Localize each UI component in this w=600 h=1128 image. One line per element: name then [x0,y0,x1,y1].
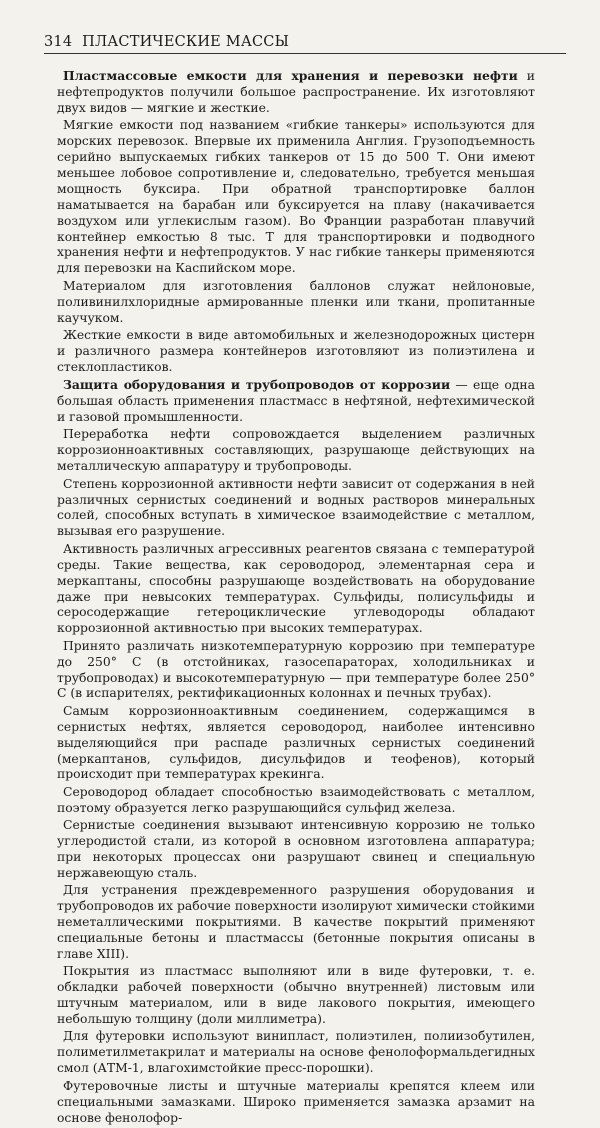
paragraph: Степень коррозионной активности нефти зависит от содержания в ней различных сернистых соединений и водных растворов минеральных солей, способных вступать в химическое взаимодействие с металлом, вызывая его разрушение. [57,476,535,539]
paragraph: Самым коррозионноактивным соединением, содержащимся в сернистых нефтях, является сероводород, наиболее интенсивно выделяющийся при распаде различных сернистых соединений (меркаптанов, сульфидов, дисульфидов и теофенов), который происходит при температурах крекинга. [57,703,535,782]
paragraph: Для устранения преждевременного разрушения оборудования и трубопроводов их рабочие поверхности изолируют химически стойкими неметаллическими покрытиями. В качестве покрытий применяют специальные бетоны и пластмассы (бетонные покрытия описаны в главе XIII). [57,883,535,961]
paragraph: Мягкие емкости под названием «гибкие танкеры» используются для морских перевозок. Впервые их применила Англия. Грузоподъемность серийно выпускаемых гибких танкеров от 15 до 500 Т. Они имеют меньшее лобовое сопротивление и, следовательно, требуется меньшая мощность буксира. При обратной транспортировке баллон наматывается на барабан или буксируется на плаву (накачивается воздухом или углекислым газом). Во Франции разработан плавучий контейнер емкостью 8 тыс. Т для транспортировки и подводного хранения нефти и нефтепродуктов. У нас гибкие танкеры применяются для перевозки на Каспийском море. [57,118,535,276]
page-number: 314 [44,34,73,50]
paragraph: Для футеровки используют винипласт, полиэтилен, полиизобутилен, полиметилметакрилат и материалы на основе фенолоформальдегидных смол (АТМ-1, влагохимстойкие пресс-порошки). [57,1029,535,1076]
paragraph: Жесткие емкости в виде автомобильных и железнодорожных цистерн и различного размера контейнеров изготовляют из полиэтилена и стеклопластиков. [57,328,535,374]
running-header [44,34,289,50]
paragraph: Материалом для изготовления баллонов служат нейлоновые, поливинилхлоридные армированные пленки или ткани, пропитанные каучуком. [57,278,535,325]
section-lead: Защита оборудования и трубопроводов от коррозии [63,377,451,393]
paragraph: Футеровочные листы и штучные материалы крепятся клеем или специальными замазками. Широко применяется замазка арзамит на основе фенолофор- [57,1078,535,1125]
section-lead: Пластмассовые емкости для хранения и перевозки нефти [63,68,518,83]
paragraph: Защита оборудования и трубопроводов от коррозии — еще одна большая область применения пластмасс в нефтяной, нефтехимической и газовой промышленности. [57,377,535,425]
body-text [57,68,535,1128]
paragraph: Переработка нефти сопровождается выделением различных коррозионноактивных составляющих, разрушающе действующих на металлическую аппаратуру и трубопроводы. [57,427,535,474]
paragraph: Принято различать низкотемпературную коррозию при температуре до 250° С (в отстойниках, газосепараторах, холодильниках и трубопроводах) и высокотемпературную — при температуре более 250° С (в испарителях, ректификационных колоннах и печных трубах). [57,638,535,701]
paragraph: Сероводород обладает способностью взаимодействовать с металлом, поэтому образуется легко разрушающийся сульфид железа. [57,784,535,815]
running-title: ПЛАСТИЧЕСКИЕ МАССЫ [82,34,290,50]
paragraph: Покрытия из пластмасс выполняют или в виде футеровки, т. е. обкладки рабочей поверхности (обычно внутренней) листовым или штучным материалом, или в виде лакового покрытия, имеющего небольшую толщину (доли миллиметра). [57,964,535,1027]
paragraph: Активность различных агрессивных реагентов связана с температурой среды. Такие вещества, как сероводород, элементарная сера и меркаптаны, способны разрушающе воздействовать на оборудование даже при невысоких температурах. Сульфиды, полисульфиды и серосодержащие гетероциклические углеводороды обладают коррозионной активностью при высоких температурах. [57,541,535,636]
paragraph: Пластмассовые емкости для хранения и перевозки нефти и нефтепродуктов получили большое распространение. Их изготовляют двух видов — мягкие и жесткие. [57,68,535,115]
paragraph: Сернистые соединения вызывают интенсивную коррозию не только углеродистой стали, из которой в основном изготовлена аппаратура; при некоторых процессах они разрушают свинец и специальную нержавеющую сталь. [57,818,535,880]
header-rule [44,53,566,54]
